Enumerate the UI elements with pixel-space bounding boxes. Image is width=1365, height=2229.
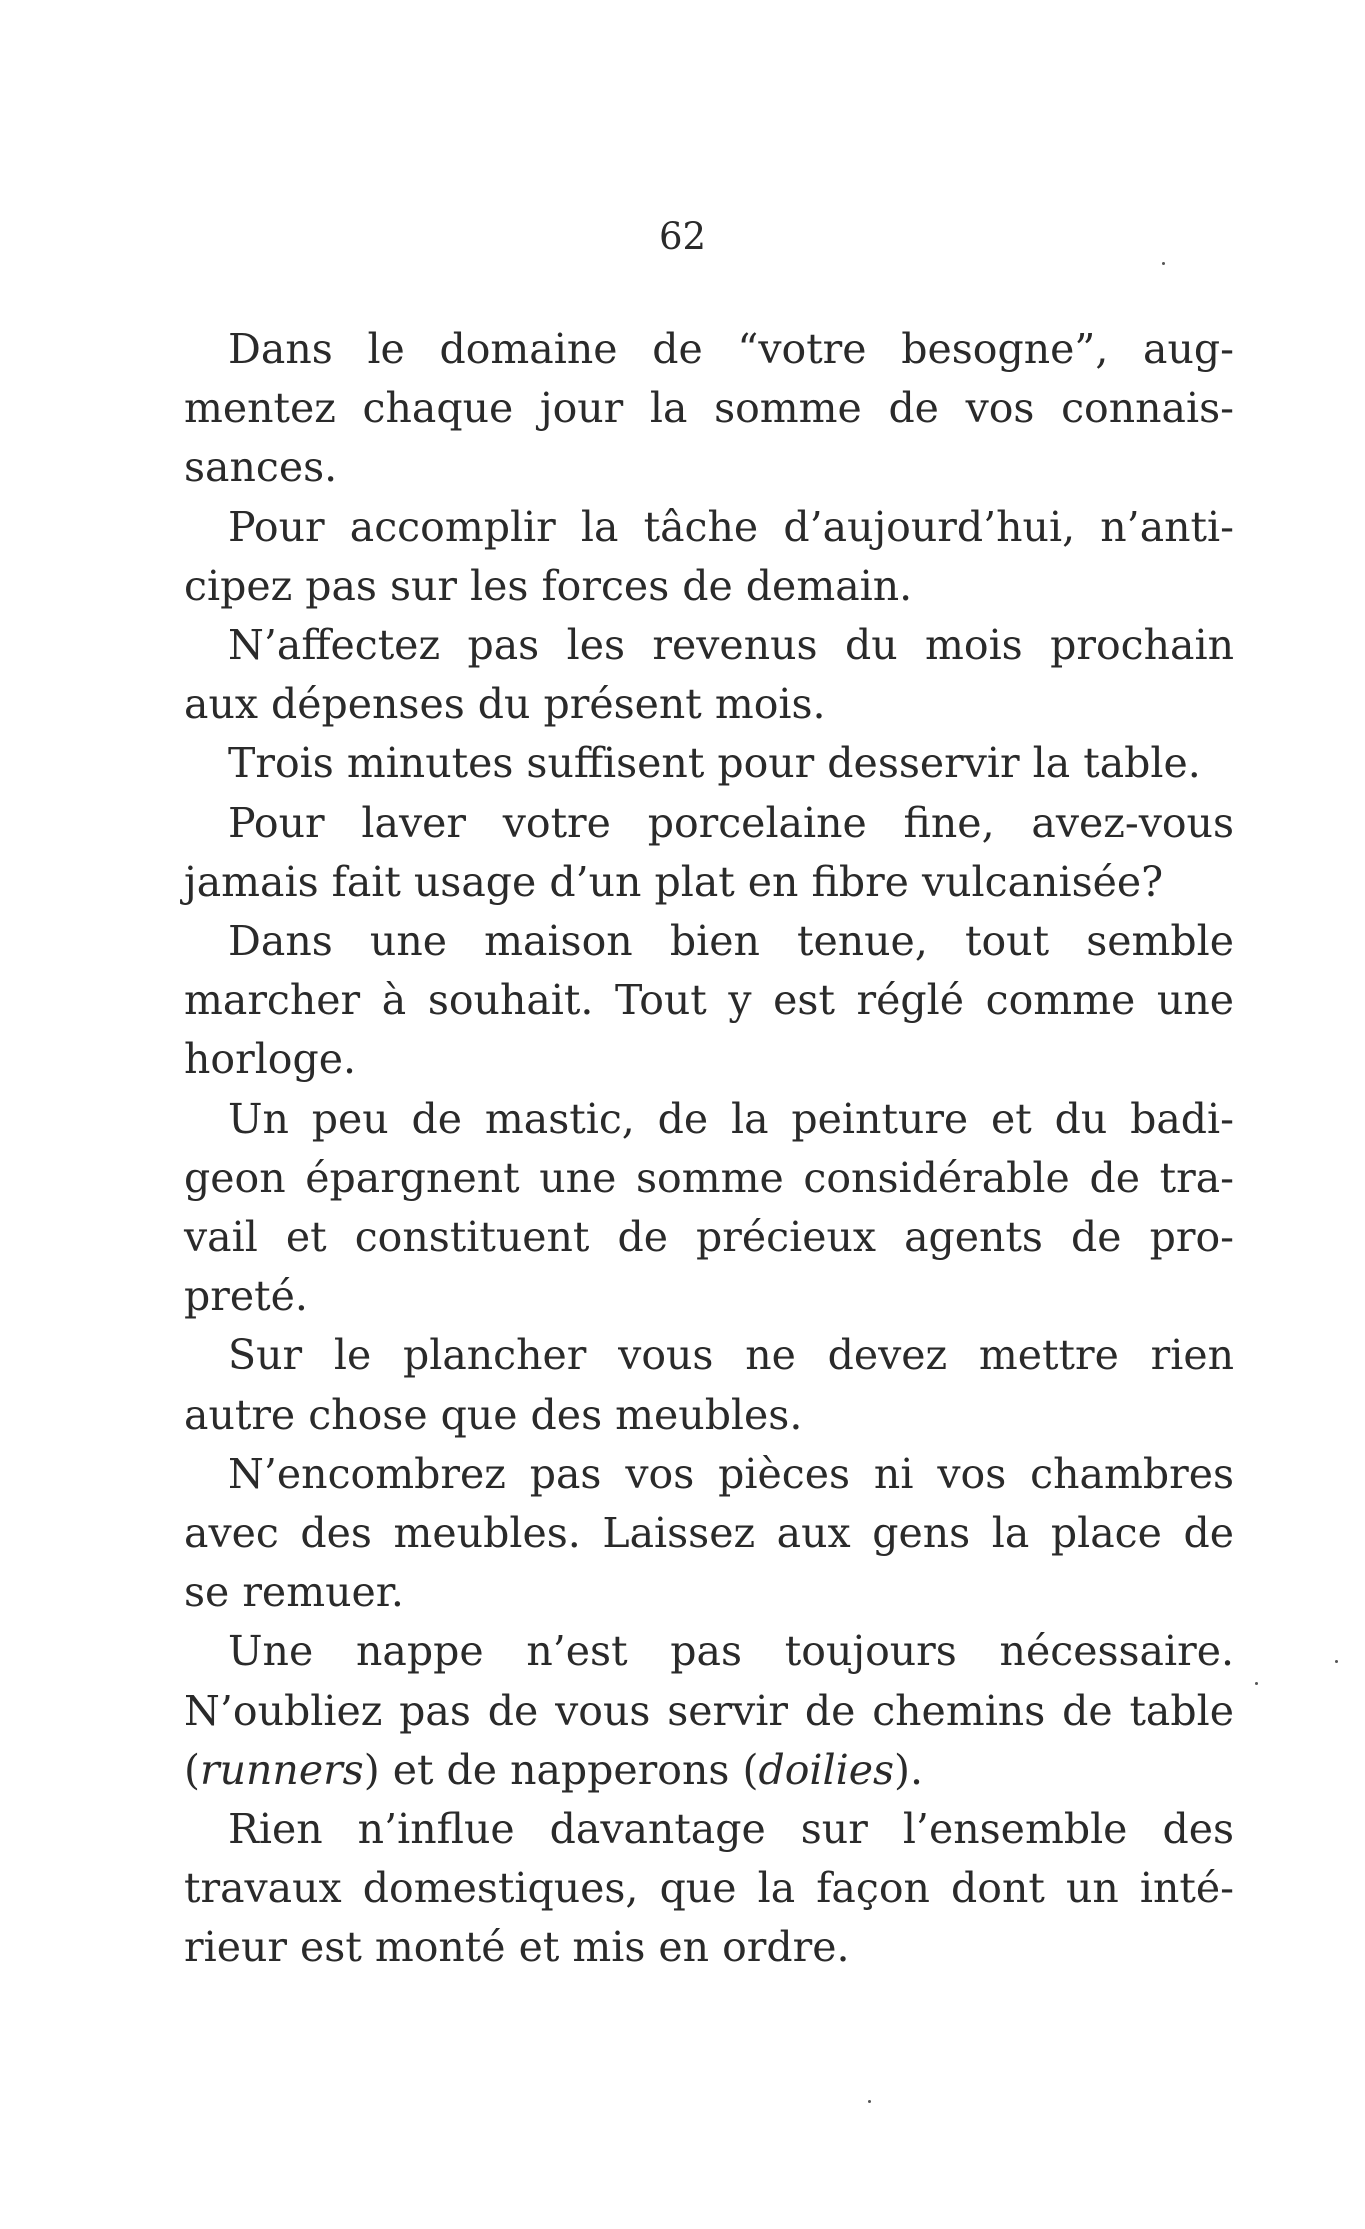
page-number: 62 xyxy=(658,215,707,258)
text-line: N’oubliez pas de vous servir de chemins de table xyxy=(184,1686,1234,1735)
scan-speck xyxy=(1162,262,1165,265)
paragraph xyxy=(184,320,1234,498)
text-line: N’encombrez pas vos pièces ni vos chambres xyxy=(228,1449,1234,1498)
text-line: Pour accomplir la tâche d’aujourd’hui, n’anti- xyxy=(228,502,1234,551)
text-line: avec des meubles. Laissez aux gens la place de xyxy=(184,1509,1234,1558)
paragraph xyxy=(184,1622,1234,1800)
english-term: doilies xyxy=(758,1745,895,1794)
paragraph xyxy=(184,912,1234,1090)
paragraph xyxy=(184,498,1234,616)
text-line: Une nappe n’est pas toujours nécessaire. xyxy=(228,1627,1234,1676)
text-line: Sur le plancher vous ne devez mettre rien xyxy=(228,1331,1234,1380)
paragraph xyxy=(184,1090,1234,1327)
text-line: Dans une maison bien tenue, tout semble xyxy=(228,917,1234,966)
text-line: autre chose que des meubles. xyxy=(184,1390,803,1439)
text-line: rieur est monté et mis en ordre. xyxy=(184,1923,850,1972)
text-line: N’affectez pas les revenus du mois prochain xyxy=(228,621,1234,670)
text-line: mentez chaque jour la somme de vos connais- xyxy=(184,384,1234,433)
text-line: travaux domestiques, que la façon dont un inté- xyxy=(184,1864,1234,1913)
text-line: Pour laver votre porcelaine fine, avez-vous xyxy=(228,798,1234,847)
text-line: marcher à souhait. Tout y est réglé comme une xyxy=(184,976,1234,1025)
text-line: sances. xyxy=(184,443,338,492)
scan-speck xyxy=(1335,1660,1338,1663)
paragraph xyxy=(184,1326,1234,1444)
text-line: geon épargnent une somme considérable de tra- xyxy=(184,1153,1234,1202)
text-line: (runners) et de napperons (doilies). xyxy=(184,1745,924,1794)
paragraph xyxy=(184,616,1234,734)
paragraph xyxy=(184,734,1234,793)
paragraph xyxy=(184,1445,1234,1623)
text-line: Dans le domaine de “votre besogne”, aug- xyxy=(228,325,1234,373)
body-text xyxy=(184,320,1234,1978)
scan-speck xyxy=(868,2100,871,2103)
text-line: jamais fait usage d’un plat en fibre vulcanisée? xyxy=(184,857,1164,906)
text-line: Trois minutes suffisent pour desservir la table. xyxy=(228,739,1201,788)
scan-speck xyxy=(1255,1682,1258,1685)
text-line: aux dépenses du présent mois. xyxy=(184,680,826,729)
paragraph xyxy=(184,794,1234,912)
text-line: preté. xyxy=(184,1272,308,1321)
text-line: vail et constituent de précieux agents de pro- xyxy=(184,1213,1234,1262)
english-term: runners xyxy=(200,1745,364,1794)
text-line: se remuer. xyxy=(184,1568,404,1617)
paragraph xyxy=(184,1800,1234,1978)
text-line: Rien n’influe davantage sur l’ensemble des xyxy=(228,1805,1234,1854)
text-line: cipez pas sur les forces de demain. xyxy=(184,561,913,610)
text-line: Un peu de mastic, de la peinture et du badi- xyxy=(228,1094,1234,1143)
text-line: horloge. xyxy=(184,1035,357,1084)
